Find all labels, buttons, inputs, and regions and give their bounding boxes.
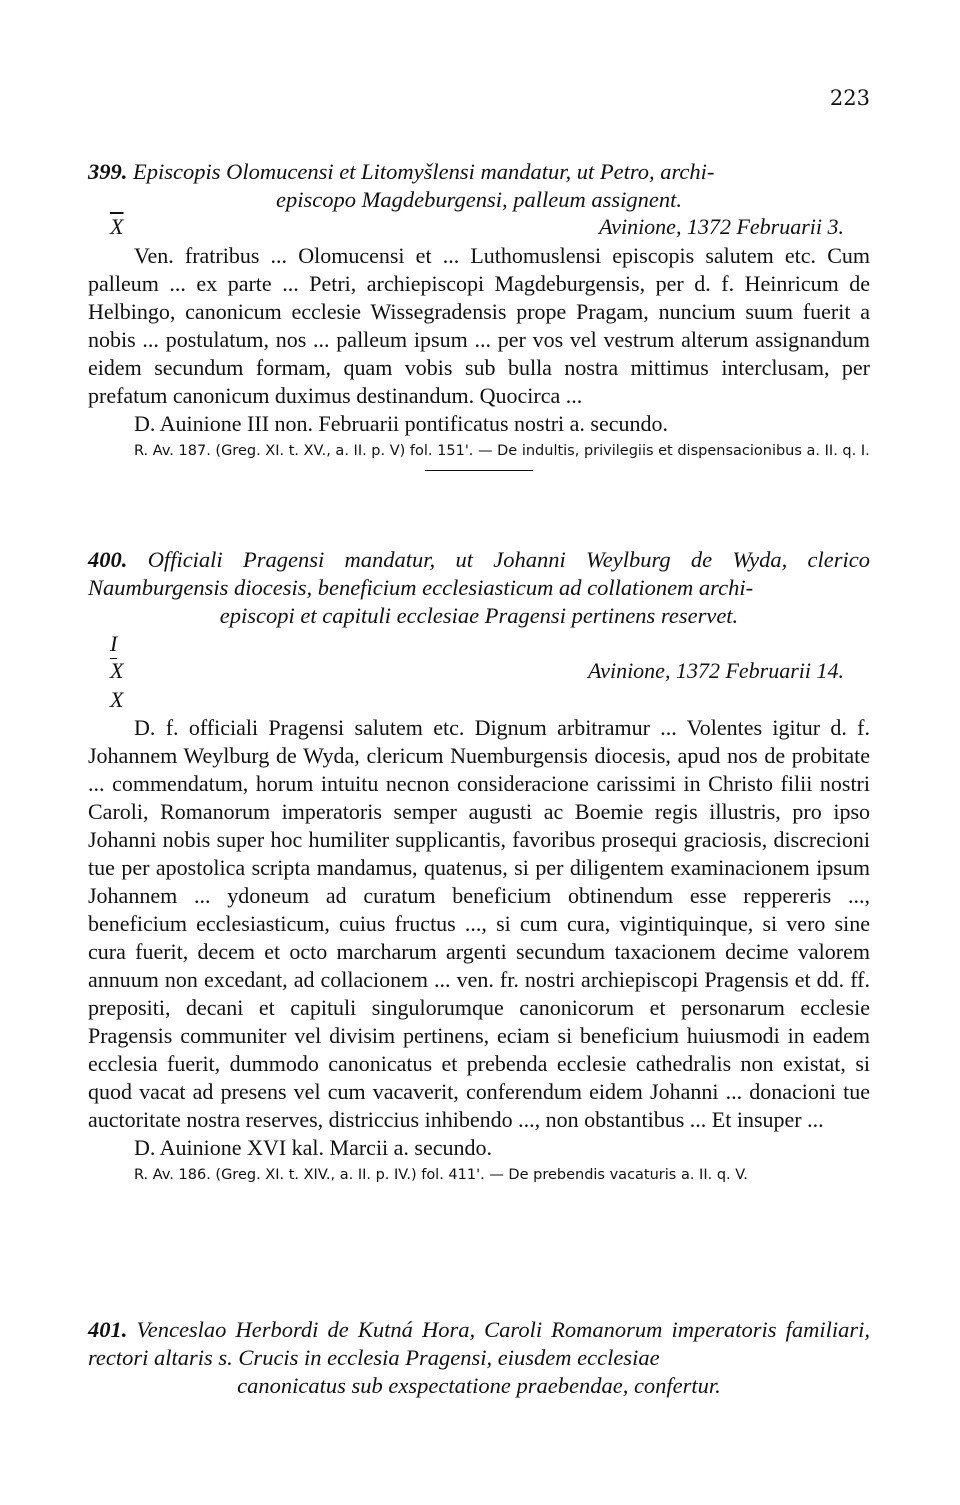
entry-title-text: Episcopis Olomucensi et Litomyšlensi mandatur, ut Petro, archi-: [133, 159, 715, 184]
entry-title: [88, 546, 870, 602]
entry-number: 400.: [88, 547, 128, 572]
separator-rule: [425, 470, 533, 471]
margin-mark: [88, 686, 870, 714]
entry-title: [88, 158, 870, 186]
entry-title-continuation: episcopi et capituli ecclesiae Pragensi pertinens reservet.: [219, 603, 739, 628]
entry-title-text: Officiali Pragensi mandatur, ut Johanni Weylburg de Wyda, clerico Naumburgensis diocesis, beneficium ecclesiasticum ad collationem archi-: [88, 547, 871, 600]
entry-body: [88, 242, 870, 438]
place-date: Avinione, 1372 Februarii 3.: [598, 214, 844, 239]
place-date: Avinione, 1372 Februarii 14.: [587, 658, 844, 683]
entry-number: 399.: [88, 159, 128, 184]
entry-399: [88, 158, 870, 471]
margin-mark: [88, 630, 870, 658]
margin-mark-1: I: [110, 631, 117, 659]
entry-title: [88, 1316, 870, 1372]
page-number: 223: [829, 86, 870, 110]
margin-mark-3: X: [110, 687, 124, 712]
margin-mark: $\overline{X}$: [110, 214, 124, 239]
date-line: D. Auinione XVI kal. Marcii a. secundo.: [134, 1135, 493, 1160]
entry-meta: [88, 658, 870, 686]
entry-title-text: Venceslao Herbordi de Kutná Hora, Caroli Romanorum imperatoris familiari, rectori altaris s. Crucis in ecclesia Pragensi, eiusdem ecclesiae: [88, 1317, 871, 1370]
margin-mark-2: X: [110, 658, 124, 683]
entry-body: [88, 714, 870, 1162]
entry-title-continuation: episcopo Magdeburgensi, palleum assignent.: [276, 187, 682, 212]
date-line: D. Auinione III non. Februarii pontificatus nostri a. secundo.: [134, 411, 669, 436]
archive-reference: R. Av. 187. (Greg. XI. t. XV., a. II. p. V) fol. 151'. — De indultis, privilegiis et dispensacionibus a. II. q. I.: [134, 443, 870, 459]
entry-title-continuation: canonicatus sub exspectatione praebendae, confertur.: [237, 1373, 721, 1398]
body-paragraph: D. f. officiali Pragensi salutem etc. Dignum arbitramur ... Volentes igitur d. f. Johannem Weylburg de Wyda, clericum Nuemburgensis diocesis, apud nos de probitate ... commendatum, horum intuitu necnon consideracione carissimi in Christo filii nostri Caroli, Romanorum imperatoris semper augusti ac Boemie regis illustris, pro ipso Johanni nobis super hoc humiliter supplicantis, favoribus prosequi graciosis, discrecioni tue per apostolica scripta mandamus, quatenus, si per diligentem examinacionem ipsum Johannem ... ydoneum ad curatum beneficium obtinendum esse reppereris ..., beneficium ecclesiasticum, cuius fructus ..., si cum cura, vigintiquinque, si vero sine cura fuerit, decem et octo marcharum argenti secundum taxacionem decime valorem annuum non excedant, ad collacionem ... ven. fr. nostri archiepiscopi Pragensis et dd. ff. prepositi, decani et capituli singulorumque canonicorum et personarum ecclesie Pragensis communiter vel divisim pertinens, eciam si beneficium huiusmodi in eadem ecclesia fuerit, dummodo canonicatus et prebenda ecclesie cathedralis non existat, si quod vacat ad presens vel cum vacaverit, conferendum eidem Johanni ... donacioni tue auctoritate nostra reserves, districcius inhibendo ..., non obstantibus ... Et insuper ...: [88, 715, 870, 1132]
body-paragraph: Ven. fratribus ... Olomucensi et ... Luthomuslensi episcopis salutem etc. Cum palleum ... ex parte ... Petri, archiepiscopi Magdeburgensis, per d. f. Heinricum de Helbingo, canonicum ecclesie Wissegradensis prope Pragam, nuncium suum fuerit a nobis ... postulatum, nos ... palleum ipsum ... per vos vel vestrum alterum assignandum eidem secundum formam, quam vobis sub bulla nostra mittimus interclusam, per prefatum canonicum duximus destinandum. Quocirca ...: [88, 243, 870, 408]
entry-401: [88, 1316, 870, 1400]
entry-400: [88, 546, 870, 1186]
entry-meta: [88, 214, 870, 242]
entry-number: 401.: [88, 1317, 128, 1342]
archive-reference: R. Av. 186. (Greg. XI. t. XIV., a. II. p. IV.) fol. 411'. — De prebendis vacaturis a. II. q. V.: [134, 1167, 748, 1183]
